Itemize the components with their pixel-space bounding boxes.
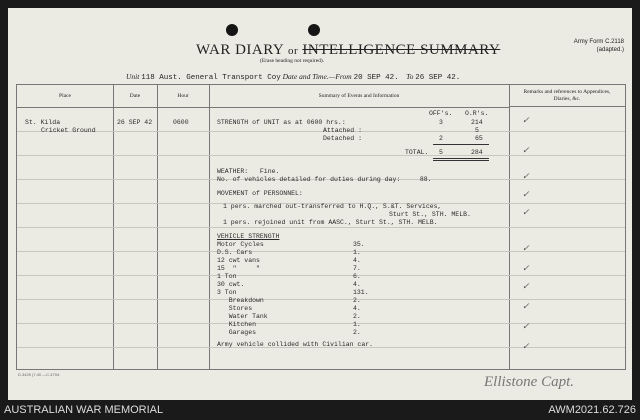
total-double-rule [433,160,489,161]
vehicle-name: Water Tank [217,313,268,320]
check-mark: ✓ [522,115,530,125]
detached-ors: 65 [475,135,483,142]
total-offrs: 5 [439,149,443,156]
movement-heading: MOVEMENT of PERSONNEL: [217,190,303,197]
vehicle-name: Kitchen [217,321,257,328]
row-rule [17,131,625,132]
place-line2: Cricket Ground [41,127,96,134]
vehicle-name: 12 cwt vans [217,257,260,264]
strength-offrs: 3 [439,119,443,126]
vehicle-name: Stores [217,305,253,312]
form-footnote: D.3425 (7.40 —C.4704. [18,372,61,377]
vehicle-count: 131. [353,289,369,296]
vehicle-heading: VEHICLE STRENGTH [217,233,280,240]
vehicle-count: 2. [353,329,361,336]
archive-reference: AWM2021.62.726 [548,404,636,416]
header-date: Date [113,85,157,108]
attached-ors: 5 [475,127,479,134]
vehicle-count: 4. [353,281,361,288]
attached-label: Attached : [323,127,363,134]
total-label: TOTAL. [405,149,429,156]
incident-line: Army vehicle collided with Civilian car. [217,341,374,348]
row-rule [17,299,625,300]
row-rule [17,227,625,228]
row-rule [17,323,625,324]
vehicle-name: 3 Ton [217,289,237,296]
detached-offrs: 2 [439,135,443,142]
vehicle-count: 6. [353,273,361,280]
check-mark: ✓ [522,189,530,199]
vehicle-name: D.S. Cars [217,249,253,256]
movement-line1: 1 pers. marched out-transferred to H.Q., S.&T. Services, [223,203,442,210]
vehicle-name: 15 " " [217,265,260,272]
header-place: Place [17,85,113,108]
total-ors: 284 [471,149,483,156]
total-double-rule [433,158,489,159]
strength-heading: STRENGTH of UNIT as at 0600 hrs.: [217,119,346,126]
vehicles-detailed-line: No. of vehicles detailed for duties during day: 88. [217,176,432,183]
vehicle-name: 1 Ton [217,273,237,280]
row-rule [17,155,625,156]
diary-table [16,84,626,370]
archive-caption: AUSTRALIAN WAR MEMORIAL [4,404,164,416]
check-mark: ✓ [522,321,530,331]
row-rule [17,251,625,252]
col-ors: O.R's. [465,110,489,117]
check-mark: ✓ [522,341,530,351]
place-line1: St. Kilda [25,119,61,126]
erase-note: (Erase heading not required). [260,58,325,64]
punch-hole [226,24,238,36]
header-summary: Summary of Events and Information [209,85,509,108]
entry-date: 26 SEP 42 [117,119,153,126]
detached-label: Detached : [323,135,363,142]
header-remarks: Remarks and references to Appendices, Diaries, &c. [509,85,625,107]
vehicle-count: 1. [353,249,361,256]
header-hour: Hour [157,85,209,108]
signature: Ellistone Capt. [484,374,574,390]
vehicle-count: 4. [353,257,361,264]
vehicle-count: 35. [353,241,365,248]
movement-line1b: Sturt St., STH. MELB. [389,211,471,218]
vehicle-count: 7. [353,265,361,272]
vehicle-count: 2. [353,313,361,320]
to-date: 26 SEP 42. [415,74,461,82]
entry-hour: 0600 [173,119,189,126]
vehicle-name: Breakdown [217,297,264,304]
check-mark: ✓ [522,281,530,291]
total-rule [433,144,489,145]
from-date: 20 SEP 42. [353,74,399,82]
col-offrs: OFF's. [429,110,453,117]
vehicle-count: 4. [353,305,361,312]
strength-ors: 214 [471,119,483,126]
vehicle-count: 1. [353,321,361,328]
punch-hole [308,24,320,36]
unit-line: Unit 118 Aust. General Transport Coy Date and Time.—From 20 SEP 42. To 26 SEP 42. [126,72,461,82]
army-form-label: Army Form C.2118 (adapted.) [573,39,624,53]
check-mark: ✓ [522,263,530,273]
vehicle-name: Garages [217,329,257,336]
vehicle-name: 30 cwt. [217,281,245,288]
check-mark: ✓ [522,171,530,181]
unit-value: 118 Aust. General Transport Coy [141,74,281,82]
vehicle-name: Motor Cycles [217,241,264,248]
diary-sheet [8,8,632,400]
vehicle-count: 2. [353,297,361,304]
form-title: WAR DIARY or INTELLIGENCE SUMMARY [196,42,501,58]
check-mark: ✓ [522,243,530,253]
weather-line: WEATHER: Fine. [217,168,280,175]
check-mark: ✓ [522,207,530,217]
check-mark: ✓ [522,301,530,311]
check-mark: ✓ [522,145,530,155]
row-rule [17,275,625,276]
movement-line2: 1 pers. rejoined unit from AASC., Sturt St., STH. MELB. [223,219,438,226]
